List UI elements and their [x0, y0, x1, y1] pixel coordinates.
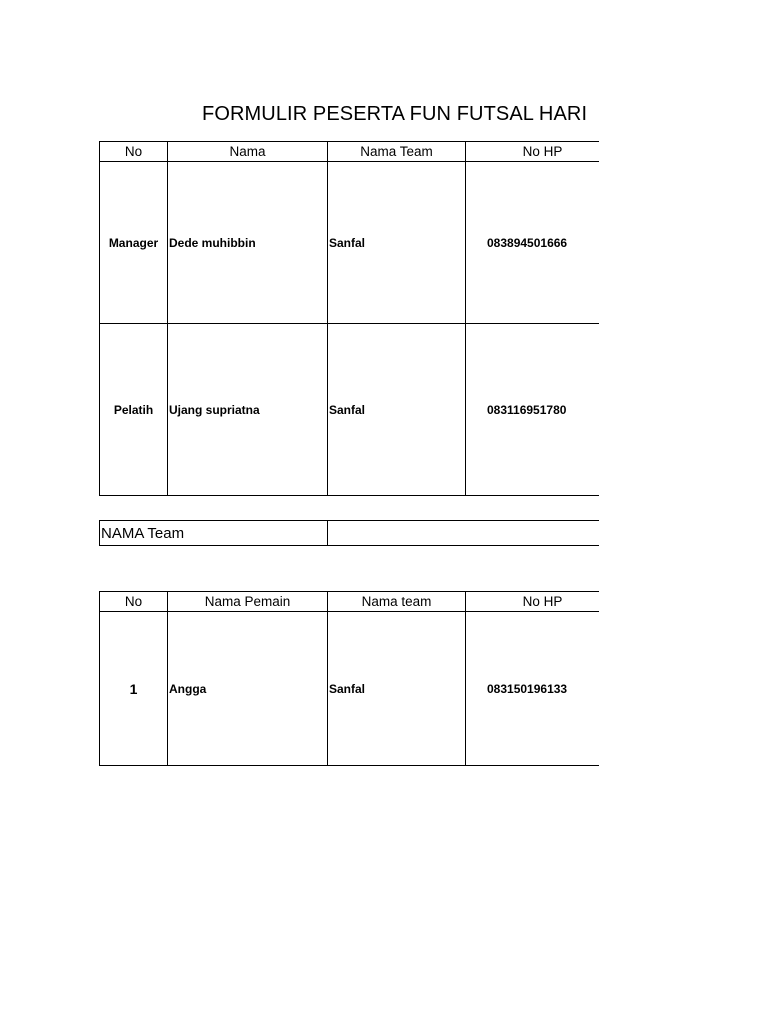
- cell-player-name: Angga: [168, 612, 328, 766]
- team-name-table: [99, 520, 599, 546]
- header-nama-pemain: Nama Pemain: [168, 592, 328, 612]
- header-nama: Nama: [168, 142, 328, 162]
- form-title: FORMULIR PESERTA FUN FUTSAL HARI: [202, 103, 588, 125]
- header-no: No: [100, 142, 168, 162]
- header-no-hp: No HP: [466, 142, 600, 162]
- header-no-hp: No HP: [466, 592, 600, 612]
- cell-team: Sanfal: [328, 162, 466, 324]
- team-name-container: [99, 520, 599, 546]
- table-row: [100, 162, 600, 324]
- table-row: [100, 324, 600, 496]
- cell-phone: 083894501666: [466, 162, 600, 324]
- cell-team: Sanfal: [328, 324, 466, 496]
- cell-phone: 083150196133: [466, 612, 600, 766]
- cell-player-number: 1: [100, 612, 168, 766]
- cell-name: Ujang supriatna: [168, 324, 328, 496]
- header-nama-team: Nama Team: [328, 142, 466, 162]
- officials-header-row: [100, 142, 600, 162]
- cell-phone: 083116951780: [466, 324, 600, 496]
- table-row: [100, 612, 600, 766]
- cell-name: Dede muhibbin: [168, 162, 328, 324]
- players-table-container: [99, 591, 599, 766]
- cell-role: Pelatih: [100, 324, 168, 496]
- team-name-value: [328, 521, 600, 546]
- officials-table: [99, 141, 599, 496]
- header-nama-team: Nama team: [328, 592, 466, 612]
- officials-table-container: [99, 141, 599, 496]
- team-name-row: [100, 521, 600, 546]
- header-no: No: [100, 592, 168, 612]
- players-header-row: [100, 592, 600, 612]
- team-name-label: NAMA Team: [100, 521, 328, 546]
- cell-role: Manager: [100, 162, 168, 324]
- players-table: [99, 591, 599, 766]
- cell-team: Sanfal: [328, 612, 466, 766]
